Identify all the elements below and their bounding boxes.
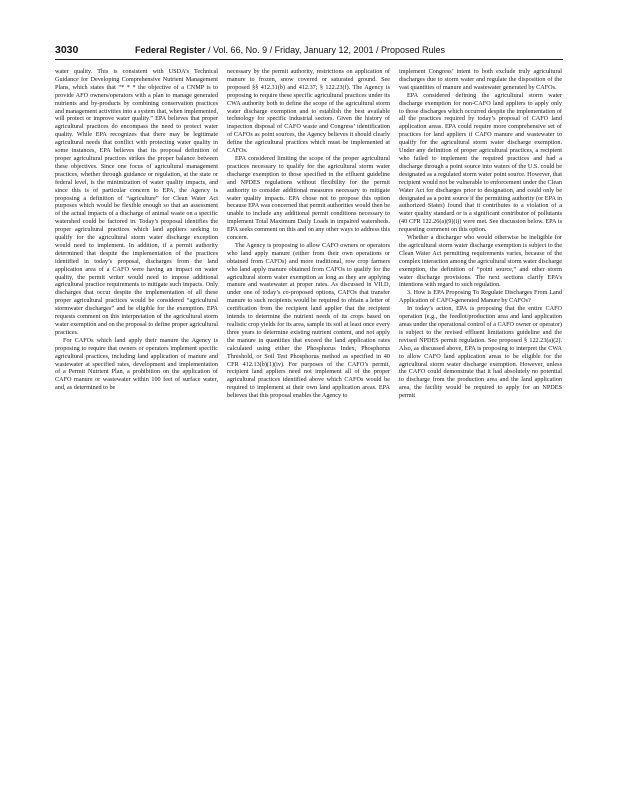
- paragraph: water quality. This is consistent with USDA’s Technical Guidance for Developing Comprehensive Nutrient Management Plans, which states that “* * * the objective of a CNMP is to provide AFO owners/operators with a plan to manage generated nutrients and by-products by combining conservation practices and management activities into a system that, when implemented, will protect or improve water quality.” EPA believes that proper agricultural practices do encompass the need to protect water quality. While EPA recognizes that there may be legitimate agricultural needs that conflict with protecting water quality in some instances, EPA believes that its proposal definition of proper agricultural practices strikes the proper balance between these objectives. Since one focus of agricultural management practices, whether through guidance or regulation, at the state or federal level, is the minimization of water quality impacts, and since this is of particular concern to EPA, the Agency is proposing a definition of “agriculture” for Clean Water Act purposes which would be flexible enough so that an assessment of the actual impacts of a discharge of animal waste on a specific watershed could be factored in. Today’s proposal identifies the proper agricultural practices which land appliers seeking to qualify for the agricultural storm water discharge exception would need to implement. In addition, if a permit authority determined that despite the implementation of the practices identified in today’s proposal, discharges from the land application area of a CAFO were having an impact on water quality, the permit writer would need to impose additional agricultural practice requirements to mitigate such impacts. Only discharges that occur despite the implementation of all these proper agricultural practices would be considered “agricultural stormwater discharges” and be eligible for the exemption. EPA requests comment on this interpretation of the agricultural storm water exemption and on the proposal to define proper agricultural practices.: [55, 68, 218, 336]
- page-number: 3030: [55, 44, 79, 56]
- running-header: [55, 43, 563, 57]
- paragraph: EPA considered defining the agricultural storm water discharge exemption for non-CAFO land appliers to apply only to those discharges which occurred despite the implementation of all the practices required by today’s proposal of CAFO land application areas. EPA could require more comprehensive set of practices for land appliers if CAFO manure and wastewater to qualify for the agricultural storm water discharge exemption. Under any definition of proper agricultural practices, a recipient who failed to implement the required practices and had a discharge through a point source into waters of the U.S. could be designated as a regulated storm water point source. However, that recipient would not be vulnerable to enforcement under the Clean Water Act for discharges prior to designation, and could only be designated as a point source if the permitting authority (or EPA in authorized States) found that it contributes to a violation of a water quality standard or is a significant contributor of pollutants (40 CFR 122.26(a)(9)(i)) were met. See discussion below. EPA is requesting comment on this option.: [399, 91, 562, 234]
- paragraph: necessary by the permit authority, restrictions on application of manure to frozen, snow covered or saturated ground. See proposed §§ 412.31(b) and 412.37; § 122.23(f). The Agency is proposing to require these specific agricultural practices under its CWA authority both to define the scope of the agricultural storm water discharge exemption and to establish the best available technology for specific industrial sectors. Given the history of inspection disposal of CAFO waste and Congress’ identification of CAFOs as point sources, the Agency believes it should clearly define the agricultural practices which must be implemented at CAFOs.: [227, 68, 390, 155]
- paragraph: implement Congress’ intent to both exclude truly agricultural discharges due to storm water and regulate the disposition of the vast quantities of manure and wastewater generated by CAFOs.: [399, 68, 562, 91]
- issue-line: / Vol. 66, No. 9 / Friday, January 12, 2001 / Proposed Rules: [208, 45, 446, 55]
- text-column-2: [227, 68, 390, 776]
- section-heading: 3. How is EPA Proposing To Regulate Discharges From Land Application of CAFO-generated Manure by CAFOs?: [399, 289, 562, 305]
- header-rule: [55, 59, 563, 60]
- text-column-3: [399, 68, 562, 776]
- header-title: [135, 43, 445, 57]
- text-column-1: [55, 68, 218, 776]
- paragraph: In today’s action, EPA is proposing that the entire CAFO operation (e.g., the feedlot/production area and land application areas under the operational control of a CAFO owner or operator) is subject to the revised effluent limitations guideline and the revised NPDES permit regulation. See proposed § 122.23(a)(2). Also, as discussed above, EPA is proposing to interpret the CWA to allow CAFO land application areas to be eligible for the agricultural storm water discharge exemption. However, unless the CAFO could demonstrate that it had absolutely no potential to discharge from the production area and the land application area, the facility would be required to apply for an NPDES permit: [399, 305, 562, 400]
- paragraph: Whether a discharger who would otherwise be ineligible for the agricultural storm water discharge exemption is subject to the Clean Water Act permitting requirements varies, because of the complex interaction among the agricultural storm water discharge exemption, the definition of “point source,” and other storm water discharge provisions. The next sections clarify EPA’s intentions with regard to such regulation.: [399, 234, 562, 289]
- paragraph: EPA considered limiting the scope of the proper agricultural practices necessary to qualify for the agricultural storm water discharge exemption to those specified in the effluent guideline and NPDES regulations without flexibility for the permit authority to consider additional measures necessary to mitigate water quality impacts. EPA chose not to propose this option because EPA was concerned that permit authorities would then be unable to include any additional permit conditions necessary to implement Total Maximum Daily Loads in impaired watersheds. EPA seeks comment on this and on any other ways to address this concern.: [227, 154, 390, 242]
- publication-name: Federal Register: [135, 45, 206, 55]
- paragraph: The Agency is proposing to allow CAFO owners or operators who land apply manure (either from their own operations or obtained from CAFOs) and more traditional, row crop farmers who land apply manure obtained from CAFOs to qualify for the agricultural storm water exemption as long as they are applying manure and wastewater at proper rates. As discussed in VII.D, under one of today’s co-proposed options, CAFOs that transfer manure to such recipients would be required to obtain a letter of certification from the recipient land applier that the recipient intends to determine the nutrient needs of its crops based on realistic crop yields for its area, sample its soil at least once every three years to determine existing nutrient content, and not apply the manure in quantities that exceed the land application rates calculated using either the Phosphorus Index, Phosphorus Threshold, or Soil Test Phosphorus method as specified in 40 CFR 412.13(b)(1)(iv). For purposes of the CAFO’s permit, recipient land appliers need not implement all of the proper agricultural practices identified above which CAFOs would be required to implement at their own land application areas. EPA believes that this proposal enables the Agency to: [227, 241, 390, 400]
- paragraph: For CAFOs which land apply their manure the Agency is proposing to require that owners or operators implement specific agricultural practices, including land application of manure and wastewater at specified rates, development and implementation of a Permit Nutrient Plan, a prohibition on the application of CAFO manure or wastewater within 100 feet of surface water, and, as determined to be: [55, 336, 218, 392]
